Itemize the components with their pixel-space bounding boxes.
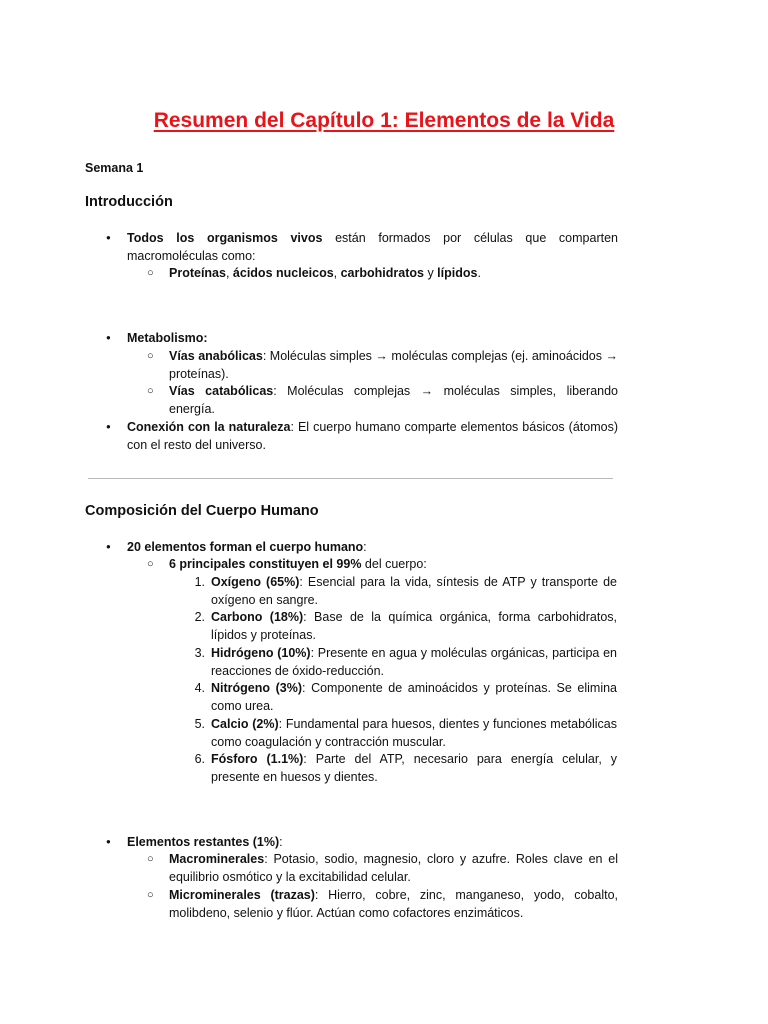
page-title: Resumen del Capítulo 1: Elementos de la Vida [153,109,615,132]
composition-bullet-20-elements: ● 20 elementos forman el cuerpo humano: [127,538,618,556]
horizontal-divider [88,478,613,479]
element-item-hydrogen: 3. Hidrógeno (10%): Presente en agua y moléculas orgánicas, participa en reacciones de óxido-reducción. [194,646,617,678]
intro-heading: Introducción [85,194,173,210]
week-label: Semana 1 [85,161,144,175]
intro-sub-macromolecules: ○ Proteínas, ácidos nucleicos, carbohidratos y lípidos. [169,264,618,282]
intro-bullet-organisms: ● Todos los organismos vivos están formados por células que comparten macromoléculas como: [127,229,618,265]
element-item-calcium: 5. Calcio (2%): Fundamental para huesos, dientes y funciones metabólicas como coagulación y contracción muscular. [194,717,617,749]
composition-heading: Composición del Cuerpo Humano [85,503,319,519]
intro-bullet-nature: ● Conexión con la naturaleza: El cuerpo humano comparte elementos básicos (átomos) con el resto del universo. [127,418,618,454]
element-item-phosphorus: 6. Fósforo (1.1%): Parte del ATP, necesario para energía celular, y presente en huesos y dientes. [194,752,617,784]
intro-sub-catabolic: ○ Vías catabólicas: Moléculas complejas → moléculas simples, liberando energía. [169,382,618,418]
composition-bullet-remaining: ● Elementos restantes (1%): [127,833,618,851]
composition-sub-macrominerals: ○ Macrominerales: Potasio, sodio, magnesio, cloro y azufre. Roles clave en el equilibrio osmótico y la excitabilidad celular. [169,850,618,886]
intro-sub-anabolic: ○ Vías anabólicas: Moléculas simples → moléculas complejas (ej. aminoácidos → proteínas). [169,347,618,383]
composition-sub-6-main: ○ 6 principales constituyen el 99% del cuerpo: [169,555,618,573]
element-item-nitrogen: 4. Nitrógeno (3%): Componente de aminoácidos y proteínas. Se elimina como urea. [194,681,618,713]
composition-sub-microminerals: ○ Microminerales (trazas): Hierro, cobre, zinc, manganeso, yodo, cobalto, molibdeno, selenio y flúor. Actúan como cofactores enzimáticos. [169,886,618,922]
intro-bullet-metabolism: ● Metabolismo: [127,329,618,347]
element-item-carbon: 2. Carbono (18%): Base de la química orgánica, forma carbohidratos, lípidos y proteínas. [194,610,618,642]
element-item-oxygen: 1. Oxígeno (65%): Esencial para la vida, síntesis de ATP y transporte de oxígeno en sangre. [194,575,617,607]
